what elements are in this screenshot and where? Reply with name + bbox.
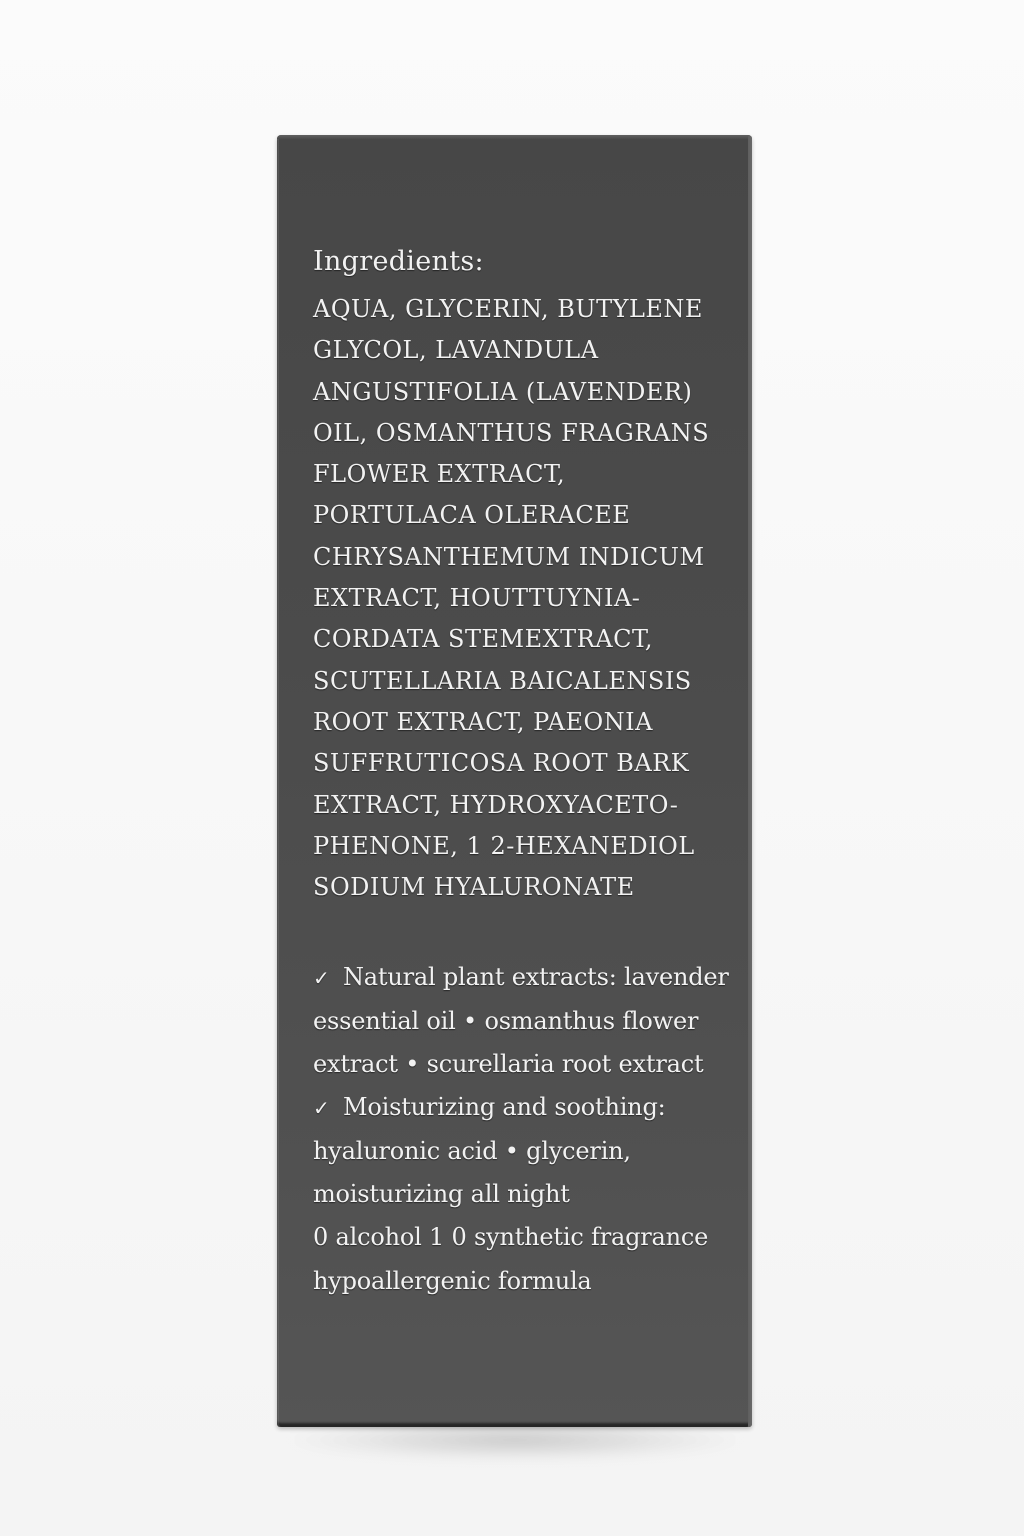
ingredients-list: [313, 289, 733, 908]
box-right-edge: [748, 135, 752, 1427]
ingredient-line: ROOT EXTRACT, PAEONIA: [313, 707, 653, 736]
feature-line: [313, 956, 733, 999]
check-icon: ✓: [313, 1096, 330, 1121]
feature-line: [313, 1000, 733, 1043]
product-box-side-panel: [277, 135, 752, 1427]
ingredient-line: AQUA, GLYCERIN, BUTYLENE: [313, 295, 703, 323]
box-top-edge: [277, 135, 752, 139]
ingredient-line: PHENONE, 1 2-HEXANEDIOL: [313, 831, 695, 860]
features-list: [313, 956, 733, 1302]
ingredient-line: CORDATA STEMEXTRACT,: [313, 625, 654, 654]
section-spacer: [313, 908, 733, 956]
ingredient-line: FLOWER EXTRACT,: [313, 460, 566, 489]
check-icon: ✓: [313, 966, 330, 991]
feature-text: moisturizing all night: [313, 1179, 570, 1208]
ingredient-line: CHRYSANTHEMUM INDICUM: [313, 542, 705, 571]
ingredient-line: ANGUSTIFOLIA (LAVENDER): [313, 377, 693, 406]
ingredient-line: SODIUM HYALURONATE: [313, 873, 635, 902]
ingredient-line: PORTULACA OLERACEE: [313, 501, 631, 530]
ingredients-heading: Ingredients:: [313, 246, 484, 277]
feature-text: essential oil • osmanthus flower: [313, 1006, 699, 1035]
feature-text: Natural plant extracts: lavender: [343, 963, 729, 992]
feature-text: Moisturizing and soothing:: [343, 1093, 666, 1122]
ingredient-line: SUFFRUTICOSA ROOT BARK: [313, 749, 690, 778]
ingredient-line: EXTRACT, HYDROXYACETO-: [313, 790, 679, 819]
feature-line: [313, 1260, 733, 1303]
panel-text: [313, 245, 733, 1303]
feature-line: [313, 1130, 733, 1173]
ingredient-line: OIL, OSMANTHUS FRAGRANS: [313, 418, 710, 447]
feature-line: [313, 1216, 733, 1259]
feature-line: [313, 1086, 733, 1129]
feature-text: extract • scurellaria root extract: [313, 1050, 704, 1079]
ingredient-line: GLYCOL, LAVANDULA: [313, 336, 599, 365]
feature-line: [313, 1173, 733, 1216]
feature-line: [313, 1043, 733, 1086]
feature-text: 0 alcohol 1 0 synthetic fragrance: [313, 1223, 709, 1252]
ingredient-line: SCUTELLARIA BAICALENSIS: [313, 666, 692, 695]
ingredient-line: EXTRACT, HOUTTUYNIA-: [313, 584, 641, 613]
feature-text: hyaluronic acid • glycerin,: [313, 1136, 631, 1165]
feature-text: hypoallergenic formula: [313, 1266, 592, 1295]
